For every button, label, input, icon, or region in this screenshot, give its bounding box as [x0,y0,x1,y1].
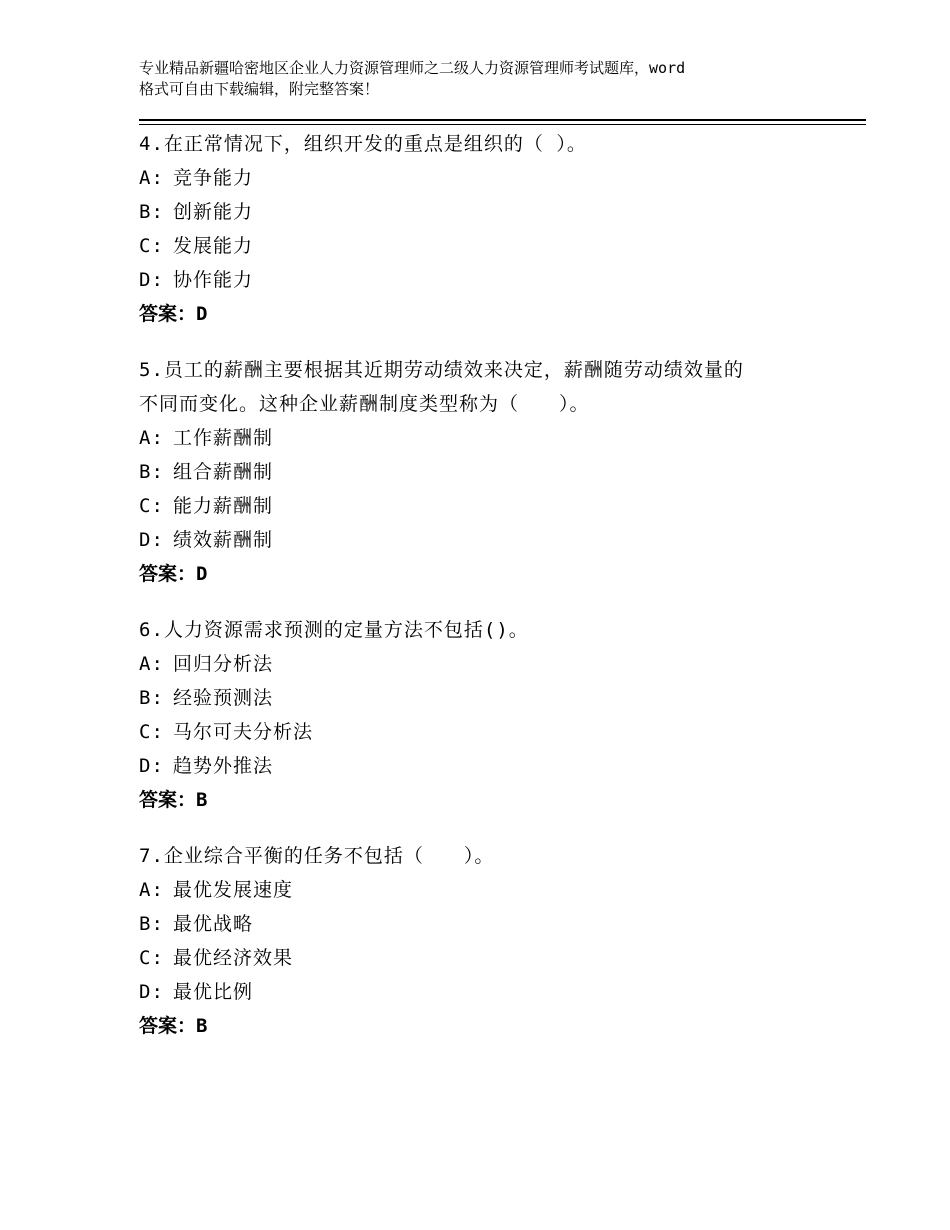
option-text: 经验预测法 [173,687,274,709]
option-key: A: [139,653,164,675]
question-list [139,127,866,1065]
option-key: C: [139,947,164,969]
option-text: 最优战略 [173,913,254,935]
header-divider-thin [139,124,866,125]
question-stem: 5.员工的薪酬主要根据其近期劳动绩效来决定，薪酬随劳动绩效量的 [139,359,744,381]
option-key: D: [139,981,164,1003]
answer-label: 答案：B [139,789,208,811]
option-d [139,975,866,1009]
option-key: B: [139,201,164,223]
question-5 [139,353,866,591]
option-key: A: [139,167,164,189]
option-key: A: [139,427,164,449]
header-divider-thick [139,119,866,121]
option-text: 马尔可夫分析法 [173,721,314,743]
question-stem: 不同而变化。这种企业薪酬制度类型称为（ ）。 [139,393,590,415]
option-a [139,421,866,455]
option-text: 协作能力 [173,269,254,291]
option-key: D: [139,755,164,777]
option-key: C: [139,721,164,743]
option-d [139,523,866,557]
option-d [139,749,866,783]
option-text: 发展能力 [173,235,254,257]
option-c [139,489,866,523]
option-b [139,195,866,229]
option-key: B: [139,687,164,709]
option-a [139,873,866,907]
option-key: B: [139,461,164,483]
question-stem: 4.在正常情况下，组织开发的重点是组织的（ ）。 [139,133,587,155]
question-stem: 7.企业综合平衡的任务不包括（ ）。 [139,845,495,867]
option-key: D: [139,269,164,291]
option-a [139,647,866,681]
document-header [139,58,839,100]
option-text: 创新能力 [173,201,254,223]
option-c [139,715,866,749]
option-key: B: [139,913,164,935]
question-stem: 6.人力资源需求预测的定量方法不包括()。 [139,619,529,641]
option-text: 回归分析法 [173,653,274,675]
option-key: A: [139,879,164,901]
option-text: 竞争能力 [173,167,254,189]
question-6 [139,613,866,817]
option-b [139,907,866,941]
option-key: C: [139,235,164,257]
option-text: 绩效薪酬制 [173,529,274,551]
option-text: 趋势外推法 [173,755,274,777]
option-b [139,681,866,715]
option-a [139,161,866,195]
option-text: 组合薪酬制 [173,461,274,483]
option-key: D: [139,529,164,551]
answer-label: 答案：D [139,303,208,325]
option-b [139,455,866,489]
question-7 [139,839,866,1043]
option-text: 工作薪酬制 [173,427,274,449]
answer-label: 答案：B [139,1015,208,1037]
option-text: 最优发展速度 [173,879,294,901]
option-text: 最优比例 [173,981,254,1003]
option-key: C: [139,495,164,517]
option-d [139,263,866,297]
option-text: 最优经济效果 [173,947,294,969]
question-4 [139,127,866,331]
option-c [139,941,866,975]
answer-label: 答案：D [139,563,208,585]
header-line-2: 格式可自由下载编辑，附完整答案！ [139,80,380,98]
option-text: 能力薪酬制 [173,495,274,517]
option-c [139,229,866,263]
header-line-1: 专业精品新疆哈密地区企业人力资源管理师之二级人力资源管理师考试题库，word [139,59,686,77]
